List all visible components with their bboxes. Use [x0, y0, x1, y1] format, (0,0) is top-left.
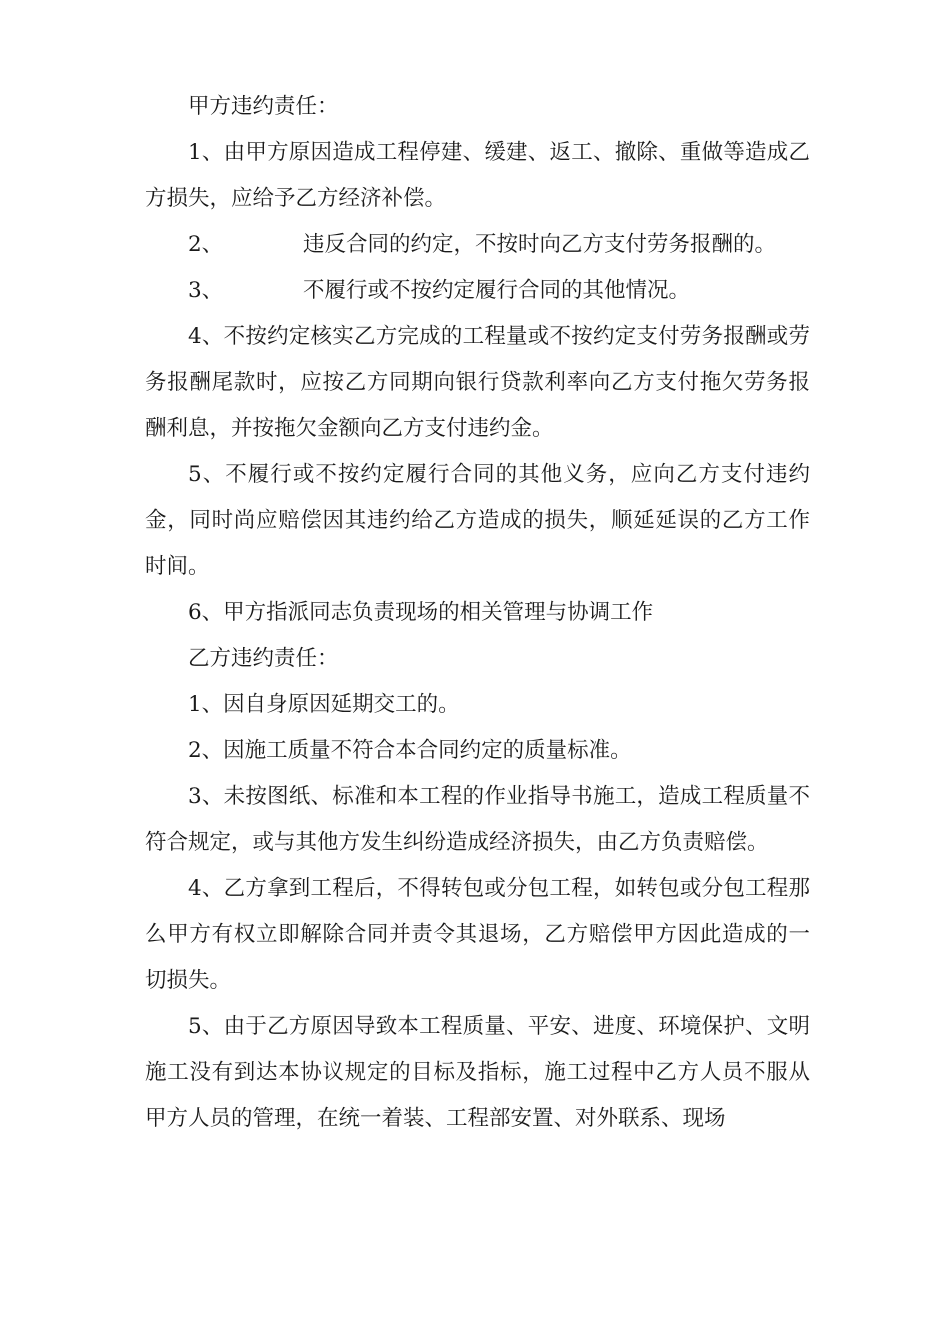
party-a-item-4: 4、不按约定核实乙方完成的工程量或不按约定支付劳务报酬或劳务报酬尾款时，应按乙方同期向银行贷款利率向乙方支付拖欠劳务报酬利息，并按拖欠金额向乙方支付违约金。	[145, 324, 810, 441]
party-a-item-2	[145, 222, 810, 268]
party-b-heading: 乙方违约责任：	[188, 646, 339, 671]
party-b-item-1: 1、因自身原因延期交工的。	[188, 692, 460, 717]
party-a-item-2-number: 2、	[188, 232, 224, 257]
party-a-item-1: 1、由甲方原因造成工程停建、缓建、返工、撤除、重做等造成乙方损失，应给予乙方经济补偿。	[145, 140, 810, 211]
party-a-item-3-text: 不履行或不按约定履行合同的其他情况。	[303, 278, 691, 303]
party-a-item-3-number: 3、	[188, 278, 224, 303]
party-b-item-5: 5、由于乙方原因导致本工程质量、平安、进度、环境保护、文明施工没有到达本协议规定的目标及指标，施工过程中乙方人员不服从甲方人员的管理，在统一着装、工程部安置、对外联系、现场	[145, 1014, 810, 1131]
party-b-item-3: 3、未按图纸、标准和本工程的作业指导书施工，造成工程质量不符合规定，或与其他方发生纠纷造成经济损失，由乙方负责赔偿。	[145, 784, 810, 855]
party-a-heading: 甲方违约责任：	[188, 94, 339, 119]
party-b-item-2: 2、因施工质量不符合本合同约定的质量标准。	[188, 738, 632, 763]
party-a-item-3	[145, 268, 810, 314]
party-a-item-5: 5、不履行或不按约定履行合同的其他义务，应向乙方支付违约金，同时尚应赔偿因其违约给乙方造成的损失，顺延延误的乙方工作时间。	[145, 462, 810, 579]
party-a-item-2-text: 违反合同的约定，不按时向乙方支付劳务报酬的。	[303, 232, 777, 257]
party-b-item-4: 4、乙方拿到工程后，不得转包或分包工程，如转包或分包工程那么甲方有权立即解除合同并责令其退场，乙方赔偿甲方因此造成的一切损失。	[145, 876, 810, 993]
party-a-item-6: 6、甲方指派同志负责现场的相关管理与协调工作	[188, 600, 654, 625]
document-body	[145, 84, 810, 1142]
